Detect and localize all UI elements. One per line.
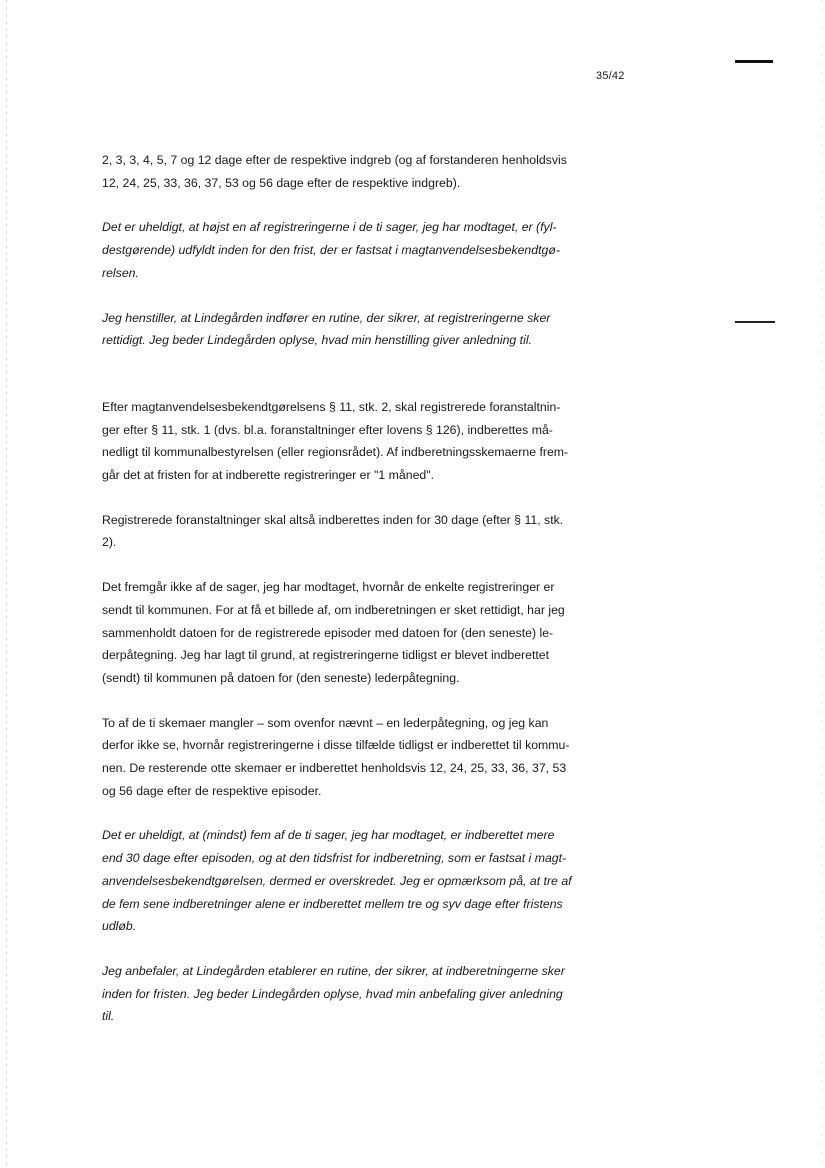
text-line: derfor ikke se, hvornår registreringerne i disse tilfælde tidligst er indberettet til kommu- (102, 738, 570, 753)
text-line: inden for fristen. Jeg beder Lindegården oplyse, hvad min anbefaling giver anledning (102, 986, 563, 1001)
italic-paragraph (102, 216, 614, 284)
paragraph (102, 712, 614, 803)
text-line: Det er uheldigt, at (mindst) fem af de ti sager, jeg har modtaget, er indberettet mere (102, 828, 555, 843)
document-body (102, 149, 614, 1028)
text-line: derpåtegning. Jeg har lagt til grund, at registreringerne tidligst er blevet indberettet (102, 648, 550, 663)
text-line: anvendelsesbekendtgørelsen, dermed er overskredet. Jeg er opmærksom på, at tre af (102, 873, 572, 888)
text-line: 2). (102, 535, 117, 550)
text-line: til. (102, 1009, 115, 1024)
text-line: ger efter § 11, stk. 1 (dvs. bl.a. foranstaltninger efter lovens § 126), indberettes må- (102, 422, 553, 437)
text-line: nedligt til kommunalbestyrelsen (eller regionsrådet). Af indberetningsskemaerne frem- (102, 445, 569, 460)
scan-edge-left (6, 0, 7, 1168)
italic-paragraph (102, 307, 614, 352)
paragraph (102, 509, 614, 554)
text-line: rettidigt. Jeg beder Lindegården oplyse, hvad min henstilling giver anledning til. (102, 333, 532, 348)
text-line: To af de ti skemaer mangler – som ovenfor nævnt – en lederpåtegning, og jeg kan (102, 715, 549, 730)
text-line: sendt til kommunen. For at få et billede af, om indberetningen er sket rettidigt, har jeg (102, 602, 565, 617)
text-line: udløb. (102, 919, 137, 934)
page-number: 35/42 (596, 70, 625, 82)
italic-paragraph (102, 960, 614, 1028)
margin-mark (735, 321, 775, 323)
paragraph (102, 396, 614, 487)
text-line: Registrerede foranstaltninger skal altså indberettes inden for 30 dage (efter § 11, stk. (102, 512, 564, 527)
italic-paragraph (102, 824, 614, 938)
text-line: går det at fristen for at indberette registreringer er "1 måned". (102, 468, 435, 483)
text-line: Efter magtanvendelsesbekendtgørelsens § 11, stk. 2, skal registrerede foranstaltnin- (102, 399, 561, 414)
text-line: Jeg anbefaler, at Lindegården etablerer en rutine, der sikrer, at indberetningerne sker (102, 963, 565, 978)
text-line: og 56 dage efter de respektive episoder. (102, 783, 322, 798)
text-line: 2, 3, 3, 4, 5, 7 og 12 dage efter de respektive indgreb (og af forstanderen henholdsvis (102, 153, 567, 167)
text-line: relsen. (102, 265, 139, 280)
margin-mark (735, 60, 773, 63)
text-line: Det fremgår ikke af de sager, jeg har modtaget, hvornår de enkelte registreringer er (102, 580, 555, 595)
text-line: end 30 dage efter episoden, og at den tidsfrist for indberetning, som er fastsat i magt- (102, 851, 567, 866)
text-line: 12, 24, 25, 33, 36, 37, 53 og 56 dage efter de respektive indgreb). (102, 175, 461, 190)
paragraph (102, 149, 614, 194)
scan-edge-right (821, 0, 822, 1168)
text-line: nen. De resterende otte skemaer er indberettet henholdsvis 12, 24, 25, 33, 36, 37, 53 (102, 761, 567, 776)
text-line: destgørende) udfyldt inden for den frist, der er fastsat i magtanvendelsesbekendtgø- (102, 243, 560, 258)
text-line: (sendt) til kommunen på datoen for (den seneste) lederpåtegning. (102, 670, 460, 685)
text-line: Jeg henstiller, at Lindegården indfører en rutine, der sikrer, at registreringerne sker (102, 310, 551, 325)
paragraph (102, 576, 614, 690)
text-line: de fem sene indberetninger alene er indberettet mellem tre og syv dage efter fristens (102, 896, 563, 911)
text-line: sammenholdt datoen for de registrerede episoder med datoen for (den seneste) le- (102, 625, 554, 640)
text-line: Det er uheldigt, at højst en af registreringerne i de ti sager, jeg har modtaget, er (fyl- (102, 220, 557, 235)
